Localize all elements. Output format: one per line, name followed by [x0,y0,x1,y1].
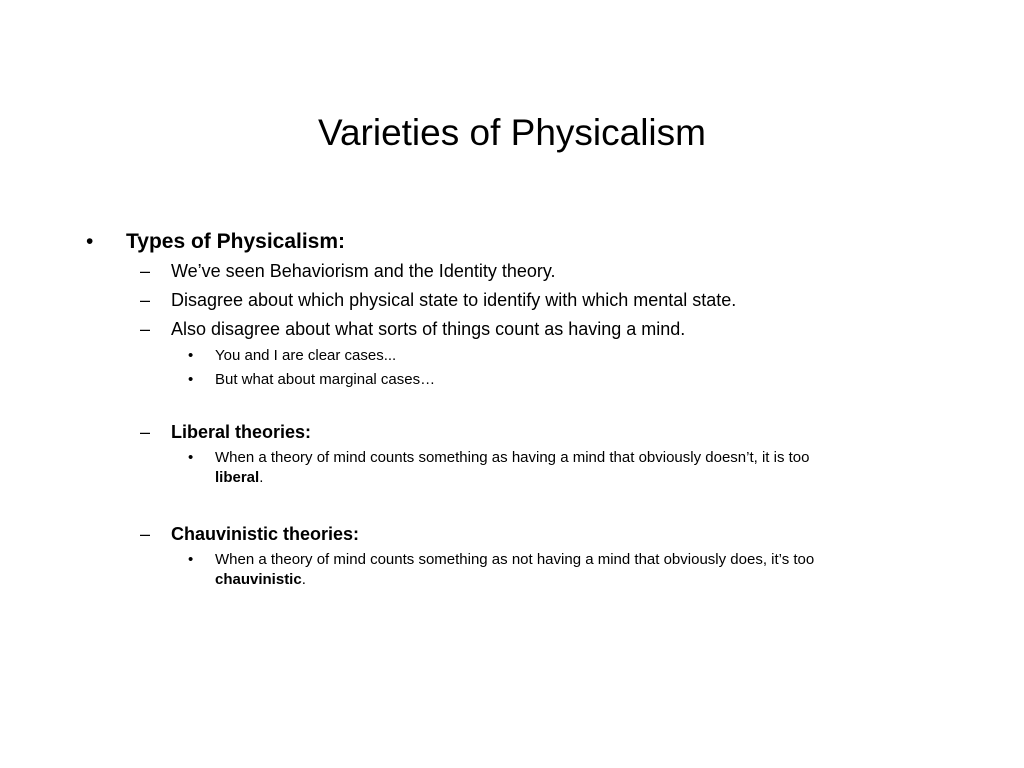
dash-marker: – [140,422,151,442]
point-physical-state: Disagree about which physical state to identify with which mental state. [171,290,737,310]
chauvinistic-heading: Chauvinistic theories: [171,524,360,544]
bullet-marker: • [188,371,194,388]
bullet-marker: • [188,347,194,364]
liberal-heading: Liberal theories: [171,422,312,442]
liberal-definition-end [215,468,263,488]
liberal-term: liberal [215,469,260,486]
types-heading: Types of Physicalism: [126,230,346,253]
case-marginal: But what about marginal cases… [215,371,436,388]
chauvinistic-definition: When a theory of mind counts something as not having a mind that obviously does, it’s too [215,551,815,568]
chauvinistic-period: . [301,571,306,588]
case-clear: You and I are clear cases... [215,347,397,364]
bullet-marker: • [86,230,94,253]
bullet-marker: • [188,551,194,568]
chauvinistic-definition-end [215,570,306,590]
slide-title: Varieties of Physicalism [318,112,706,153]
liberal-period: . [259,469,264,486]
dash-marker: – [140,261,151,281]
dash-marker: – [140,524,151,544]
point-having-mind: Also disagree about what sorts of things count as having a mind. [171,319,686,339]
point-behaviorism: We’ve seen Behaviorism and the Identity theory. [171,261,556,281]
liberal-definition: When a theory of mind counts something as having a mind that obviously doesn’t, it is too [215,449,810,466]
dash-marker: – [140,290,151,310]
dash-marker: – [140,319,151,339]
chauvinistic-term: chauvinistic [215,571,302,588]
bullet-marker: • [188,449,194,466]
